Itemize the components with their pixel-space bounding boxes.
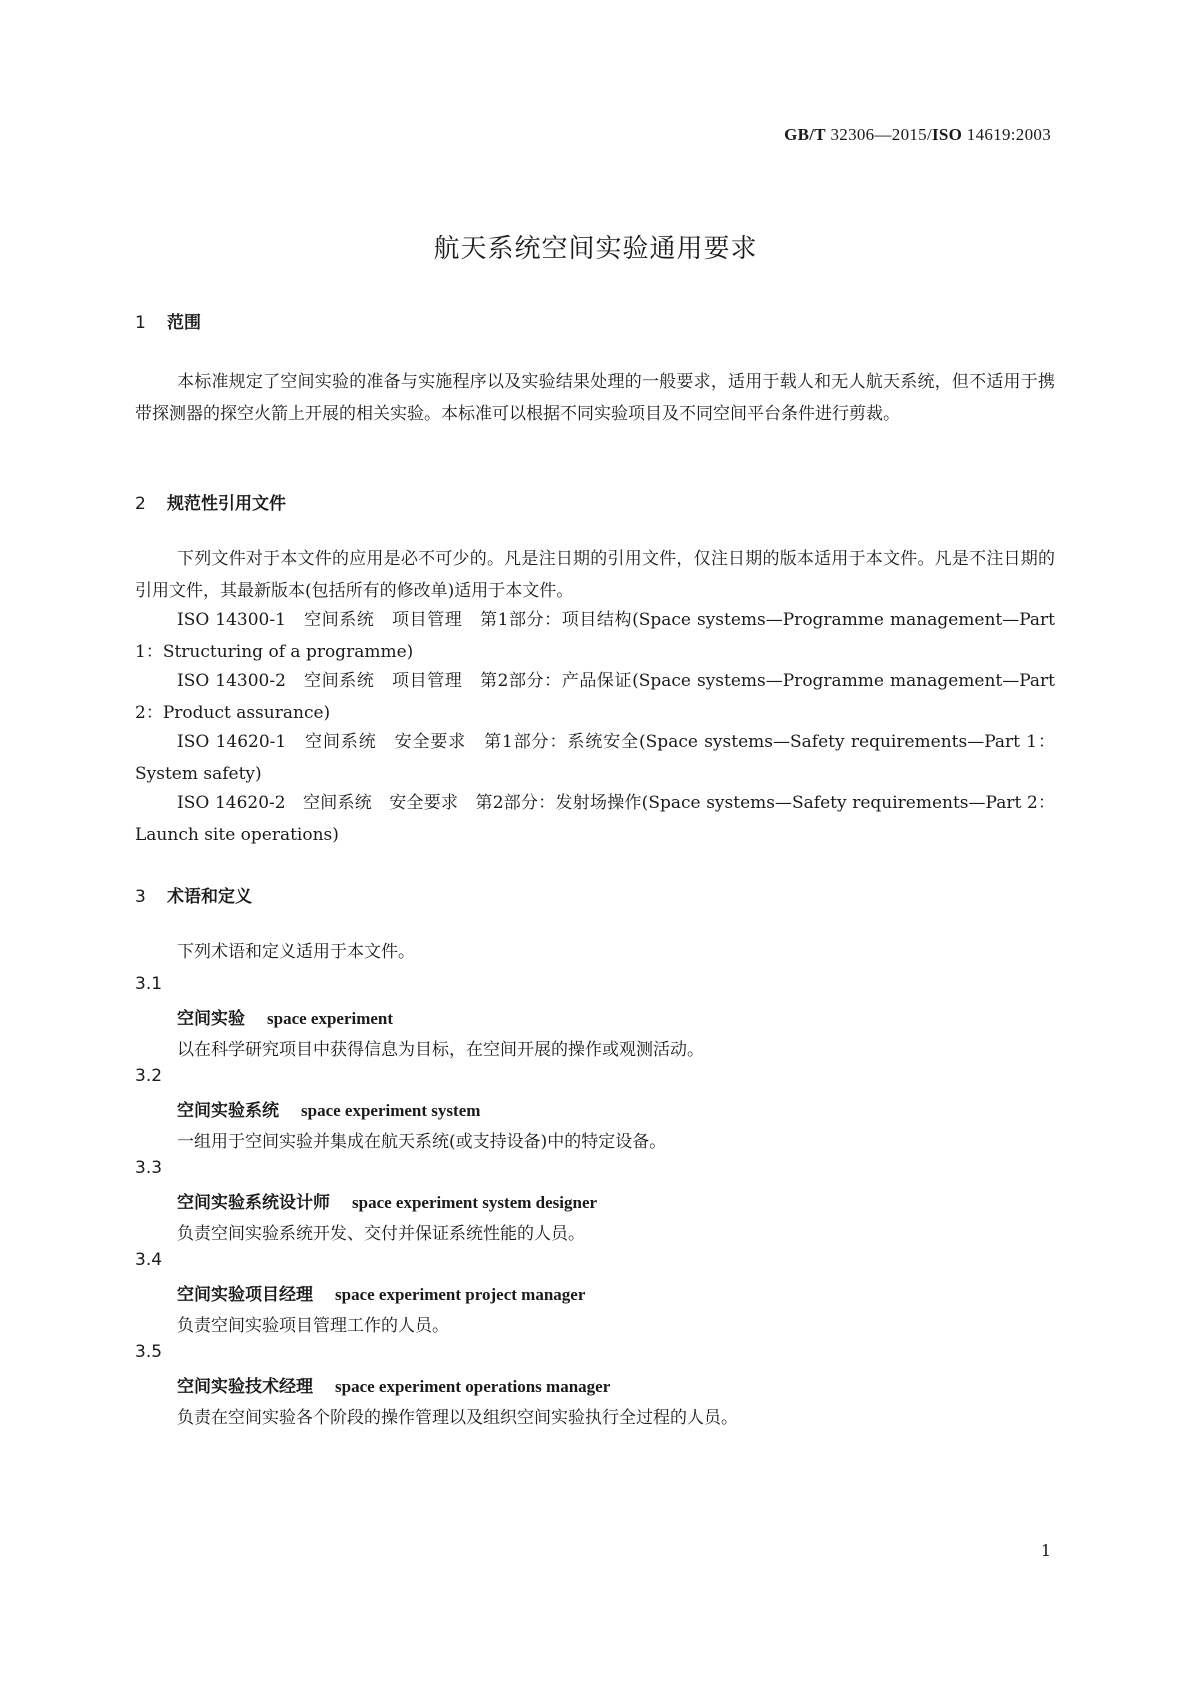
standard-code-prefix: GB/T <box>784 125 826 144</box>
standard-code <box>784 125 1051 145</box>
term-definition: 一组用于空间实验并集成在航天系统(或支持设备)中的特定设备。 <box>177 1132 667 1152</box>
term-name-en: space experiment <box>267 1009 394 1028</box>
reference-item: ISO 14620-2 空间系统 安全要求 第2部分：发射场操作(Space systems—Safety requirements—Part 2：Launch site operations) <box>135 793 1055 845</box>
iso-prefix: ISO <box>932 125 963 144</box>
section-number: 1 <box>135 313 146 333</box>
terms-intro: 下列术语和定义适用于本文件。 <box>177 942 415 962</box>
term-number: 3.1 <box>135 974 163 994</box>
section-heading-scope <box>135 308 201 333</box>
section-title: 规范性引用文件 <box>167 494 286 514</box>
reference-item: ISO 14620-1 空间系统 安全要求 第1部分：系统安全(Space systems—Safety requirements—Part 1：System safety) <box>135 732 1055 784</box>
term-name-zh: 空间实验项目经理 <box>177 1285 313 1305</box>
term-name-zh: 空间实验系统设计师 <box>177 1193 330 1213</box>
reference-item: ISO 14300-1 空间系统 项目管理 第1部分：项目结构(Space systems—Programme management—Part 1：Structuring of a programme) <box>135 610 1055 662</box>
references-intro: 下列文件对于本文件的应用是必不可少的。凡是注日期的引用文件，仅注日期的版本适用于本文件。凡是不注日期的引用文件，其最新版本(包括所有的修改单)适用于本文件。 <box>135 549 1055 601</box>
section-number: 2 <box>135 494 146 514</box>
iso-number: 14619:2003 <box>962 125 1051 144</box>
term-number: 3.4 <box>135 1250 163 1270</box>
term-definition: 负责空间实验项目管理工作的人员。 <box>177 1316 449 1336</box>
document-title: 航天系统空间实验通用要求 <box>433 234 758 264</box>
reference-item: ISO 14300-2 空间系统 项目管理 第2部分：产品保证(Space systems—Programme management—Part 2：Product assurance) <box>135 671 1055 723</box>
term-number: 3.3 <box>135 1158 163 1178</box>
term-definition: 负责在空间实验各个阶段的操作管理以及组织空间实验执行全过程的人员。 <box>177 1408 738 1428</box>
term-number: 3.2 <box>135 1066 163 1086</box>
term-definition: 以在科学研究项目中获得信息为目标，在空间开展的操作或观测活动。 <box>177 1040 704 1060</box>
term-name-en: space experiment operations manager <box>335 1377 611 1396</box>
section-number: 3 <box>135 887 146 907</box>
term-name-zh: 空间实验系统 <box>177 1101 279 1121</box>
section-heading-references <box>135 489 286 514</box>
term-name-en: space experiment system designer <box>352 1193 598 1212</box>
term-name <box>177 1004 393 1029</box>
standard-code-number: 32306—2015/ <box>825 125 933 144</box>
section-heading-terms <box>135 882 252 907</box>
section-title: 术语和定义 <box>167 887 252 907</box>
term-name <box>177 1096 480 1121</box>
term-number: 3.5 <box>135 1342 163 1362</box>
scope-paragraph: 本标准规定了空间实验的准备与实施程序以及实验结果处理的一般要求，适用于载人和无人航天系统，但不适用于携带探测器的探空火箭上开展的相关实验。本标准可以根据不同实验项目及不同空间平台条件进行剪裁。 <box>135 372 1055 424</box>
term-name <box>177 1372 610 1397</box>
term-name-en: space experiment project manager <box>335 1285 586 1304</box>
term-name <box>177 1188 597 1213</box>
term-name-zh: 空间实验技术经理 <box>177 1377 313 1397</box>
section-title: 范围 <box>167 313 201 333</box>
term-name-en: space experiment system <box>301 1101 481 1120</box>
term-name-zh: 空间实验 <box>177 1009 245 1029</box>
page-number: 1 <box>1040 1541 1051 1560</box>
term-definition: 负责空间实验系统开发、交付并保证系统性能的人员。 <box>177 1224 585 1244</box>
term-name <box>177 1280 585 1305</box>
